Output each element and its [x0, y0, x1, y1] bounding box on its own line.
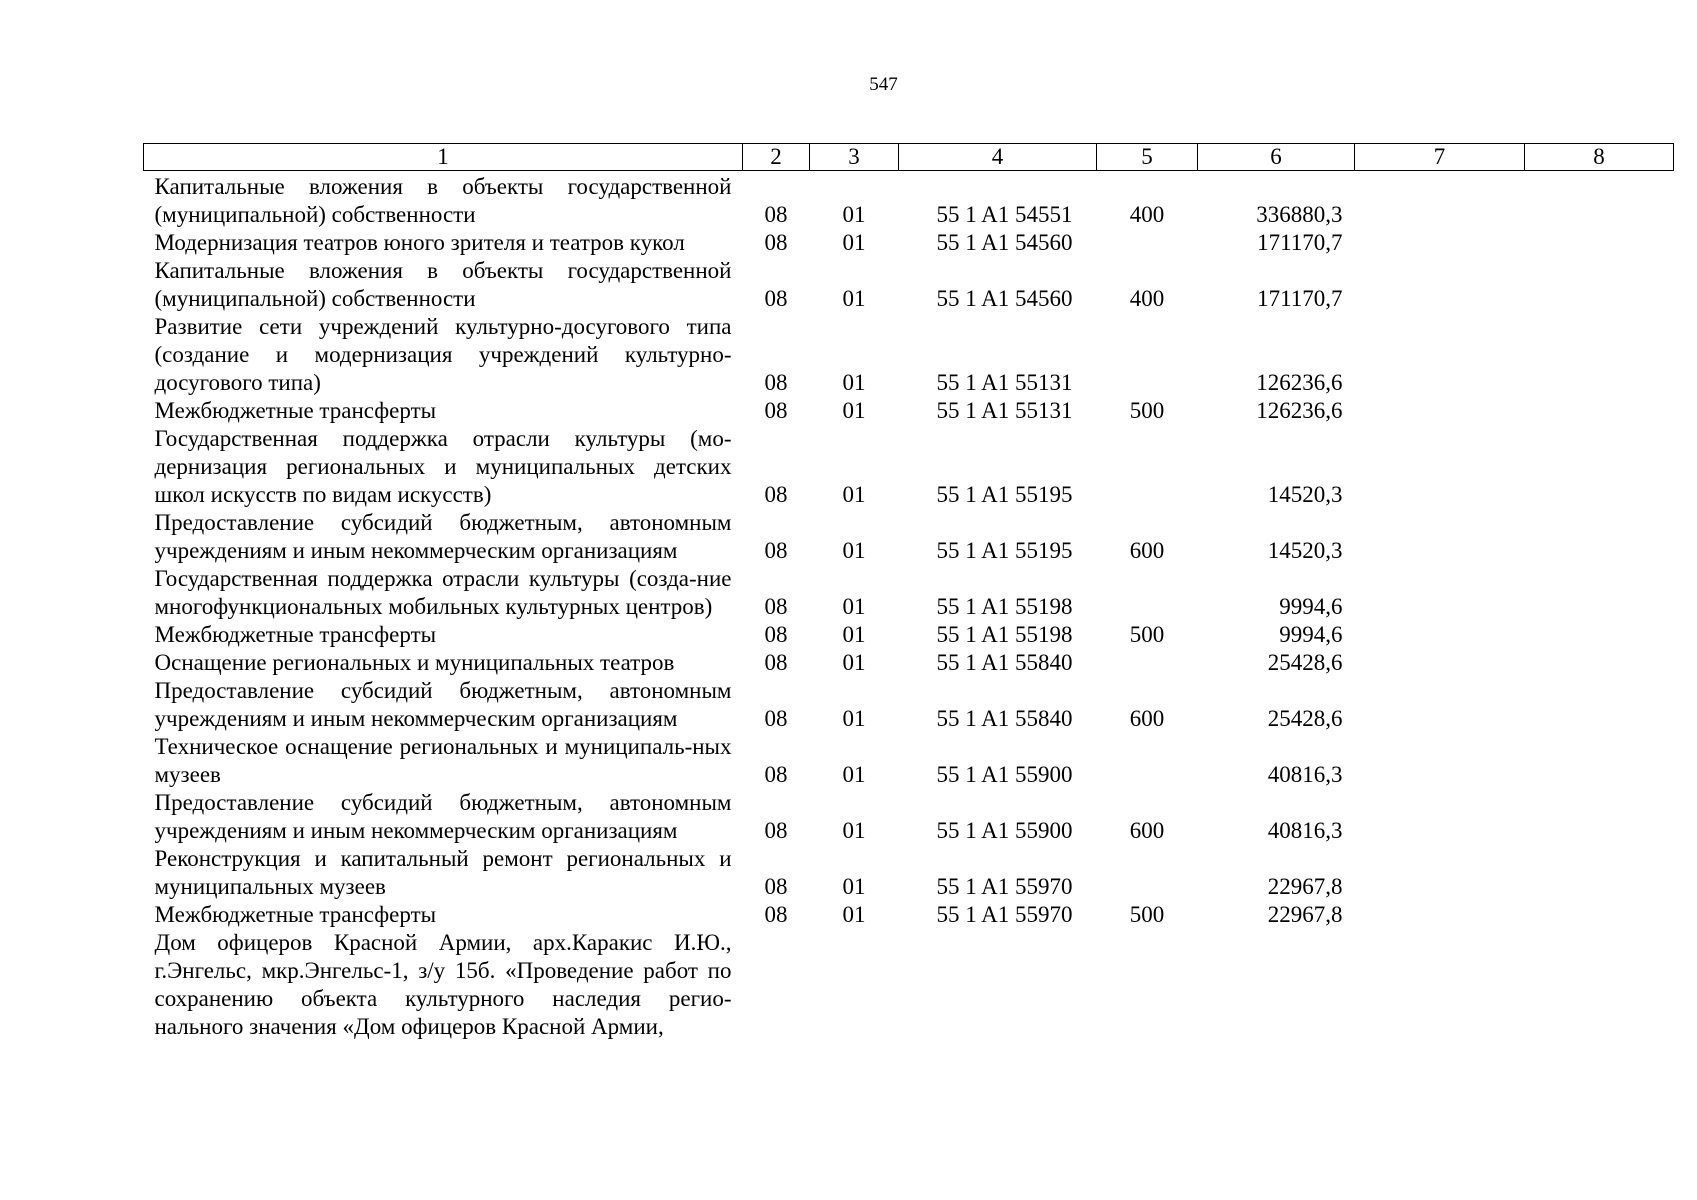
row-expense-type: 500	[1129, 902, 1165, 927]
row-section: 08	[764, 818, 788, 843]
row-col-7	[1355, 929, 1525, 1041]
row-col-7	[1355, 397, 1525, 425]
row-col-8	[1525, 425, 1674, 509]
row-col-7	[1355, 425, 1525, 509]
row-expense-type	[1097, 229, 1198, 257]
row-col-7	[1355, 649, 1525, 677]
row-col-8	[1525, 649, 1674, 677]
row-section: 08	[764, 230, 788, 255]
row-section: 08	[764, 874, 788, 899]
row-amount: 14520,3	[1267, 482, 1343, 507]
row-subsection: 01	[842, 706, 866, 731]
row-subsection: 01	[842, 230, 866, 255]
row-subsection: 01	[842, 370, 866, 395]
header-col-6: 6	[1198, 144, 1355, 171]
header-col-3: 3	[810, 144, 899, 171]
row-expense-type	[1097, 929, 1198, 1041]
header-col-7: 7	[1355, 144, 1525, 171]
table-row	[144, 313, 1674, 397]
row-name: Капитальные вложения в объекты государственной (муниципальной) собственности	[154, 174, 732, 227]
row-name: Предоставление субсидий бюджетным, автономным учреждениям и иным некоммерческим организациям	[154, 790, 732, 843]
row-col-7	[1355, 257, 1525, 313]
row-name: Реконструкция и капитальный ремонт региональных и муниципальных музеев	[154, 846, 732, 899]
table-header	[144, 144, 1674, 171]
row-amount	[1198, 929, 1355, 1041]
row-col-8	[1525, 509, 1674, 565]
row-name: Дом офицеров Красной Армии, арх.Каракис И.Ю., г.Энгельс, мкр.Энгельс-1, з/у 15б. «Проведение работ по сохранению объекта культурного наследия регио-нального значения «Дом офицеров Красной Армии,	[154, 930, 732, 1039]
table-row	[144, 677, 1674, 733]
row-section: 08	[764, 398, 788, 423]
row-subsection: 01	[842, 398, 866, 423]
row-section: 08	[764, 538, 788, 563]
row-col-7	[1355, 845, 1525, 901]
row-target-code: 55 1 A1 55198	[936, 622, 1073, 647]
row-amount: 14520,3	[1267, 538, 1343, 563]
header-col-1: 1	[144, 144, 743, 171]
row-section: 08	[764, 650, 788, 675]
header-col-5: 5	[1097, 144, 1198, 171]
row-col-8	[1525, 789, 1674, 845]
row-target-code: 55 1 A1 55198	[936, 594, 1073, 619]
row-subsection: 01	[842, 902, 866, 927]
row-name: Модернизация театров юного зрителя и театров кукол	[154, 230, 685, 255]
row-section: 08	[764, 482, 788, 507]
row-col-7	[1355, 677, 1525, 733]
table-row	[144, 621, 1674, 649]
row-col-8	[1525, 313, 1674, 397]
row-target-code: 55 1 A1 55195	[936, 538, 1073, 563]
row-section: 08	[764, 622, 788, 647]
row-subsection: 01	[842, 538, 866, 563]
row-target-code: 55 1 A1 55900	[936, 818, 1073, 843]
row-col-8	[1525, 845, 1674, 901]
row-target-code: 55 1 A1 55970	[936, 902, 1073, 927]
row-name: Межбюджетные трансферты	[154, 398, 437, 423]
row-subsection: 01	[842, 762, 866, 787]
row-amount: 9994,6	[1279, 622, 1343, 647]
row-col-7	[1355, 313, 1525, 397]
row-col-7	[1355, 229, 1525, 257]
row-target-code: 55 1 A1 55131	[936, 370, 1073, 395]
table-row	[144, 565, 1674, 621]
row-amount: 25428,6	[1267, 706, 1343, 731]
row-expense-type	[1097, 565, 1198, 621]
row-section: 08	[764, 902, 788, 927]
row-expense-type: 500	[1129, 398, 1165, 423]
table-row	[144, 397, 1674, 425]
row-target-code: 55 1 A1 55131	[936, 398, 1073, 423]
row-target-code: 55 1 A1 54560	[936, 230, 1073, 255]
row-subsection: 01	[842, 202, 866, 227]
row-subsection: 01	[842, 286, 866, 311]
table-row	[144, 733, 1674, 789]
row-subsection: 01	[842, 650, 866, 675]
row-expense-type	[1097, 425, 1198, 509]
row-name: Межбюджетные трансферты	[154, 622, 437, 647]
row-target-code: 55 1 A1 54560	[936, 286, 1073, 311]
row-subsection	[810, 929, 899, 1041]
row-amount: 40816,3	[1267, 762, 1343, 787]
table-row	[144, 901, 1674, 929]
row-amount: 171170,7	[1257, 230, 1343, 255]
row-amount: 9994,6	[1279, 594, 1343, 619]
row-col-7	[1355, 565, 1525, 621]
row-col-8	[1525, 929, 1674, 1041]
page-number: 547	[869, 74, 898, 95]
row-col-8	[1525, 677, 1674, 733]
table-row	[144, 789, 1674, 845]
row-amount: 40816,3	[1267, 818, 1343, 843]
row-name: Межбюджетные трансферты	[154, 902, 437, 927]
table-row	[144, 845, 1674, 901]
row-amount: 22967,8	[1267, 874, 1343, 899]
table-row	[144, 257, 1674, 313]
row-target-code: 55 1 A1 54551	[936, 202, 1073, 227]
table-row	[144, 649, 1674, 677]
row-target-code: 55 1 A1 55900	[936, 762, 1073, 787]
row-col-8	[1525, 397, 1674, 425]
row-expense-type	[1097, 313, 1198, 397]
row-col-8	[1525, 901, 1674, 929]
row-expense-type: 400	[1129, 286, 1165, 311]
header-col-8: 8	[1525, 144, 1674, 171]
row-name: Государственная поддержка отрасли культуры (мо-дернизация региональных и муниципальных детских школ искусств по видам искусств)	[154, 426, 732, 507]
row-col-8	[1525, 229, 1674, 257]
row-subsection: 01	[842, 818, 866, 843]
row-target-code	[899, 929, 1097, 1041]
row-expense-type: 600	[1129, 706, 1165, 731]
row-col-8	[1525, 621, 1674, 649]
row-amount: 126236,6	[1256, 370, 1343, 395]
row-amount: 336880,3	[1256, 202, 1343, 227]
row-target-code: 55 1 A1 55970	[936, 874, 1073, 899]
row-expense-type	[1097, 649, 1198, 677]
row-expense-type	[1097, 845, 1198, 901]
row-section: 08	[764, 202, 788, 227]
row-section: 08	[764, 762, 788, 787]
header-col-2: 2	[743, 144, 810, 171]
row-section: 08	[764, 286, 788, 311]
row-subsection: 01	[842, 594, 866, 619]
table-row	[144, 929, 1674, 1041]
row-name: Предоставление субсидий бюджетным, автономным учреждениям и иным некоммерческим организациям	[154, 510, 732, 563]
row-col-8	[1525, 257, 1674, 313]
row-col-8	[1525, 565, 1674, 621]
row-target-code: 55 1 A1 55840	[936, 706, 1073, 731]
row-subsection: 01	[842, 874, 866, 899]
row-amount: 25428,6	[1267, 650, 1343, 675]
row-section: 08	[764, 594, 788, 619]
row-name: Государственная поддержка отрасли культуры (созда-ние многофункциональных мобильных культурных центров)	[154, 566, 732, 619]
row-expense-type: 600	[1129, 538, 1165, 563]
table-row	[144, 509, 1674, 565]
row-col-7	[1355, 789, 1525, 845]
row-col-7	[1355, 901, 1525, 929]
row-section: 08	[764, 370, 788, 395]
row-section: 08	[764, 706, 788, 731]
row-name: Предоставление субсидий бюджетным, автономным учреждениям и иным некоммерческим организациям	[154, 678, 732, 731]
row-name: Техническое оснащение региональных и муниципаль-ных музеев	[154, 734, 732, 787]
row-expense-type: 600	[1129, 818, 1165, 843]
table-row	[144, 229, 1674, 257]
row-amount: 171170,7	[1257, 286, 1343, 311]
row-amount: 126236,6	[1256, 398, 1343, 423]
row-col-7	[1355, 171, 1525, 230]
row-name: Развитие сети учреждений культурно-досугового типа (создание и модернизация учреждений культурно-досугового типа)	[154, 314, 732, 395]
row-target-code: 55 1 A1 55195	[936, 482, 1073, 507]
row-expense-type	[1097, 733, 1198, 789]
header-row	[144, 144, 1674, 171]
row-subsection: 01	[842, 482, 866, 507]
budget-table	[143, 143, 1674, 1041]
row-section	[743, 929, 810, 1041]
row-col-8	[1525, 171, 1674, 230]
row-col-7	[1355, 621, 1525, 649]
row-target-code: 55 1 A1 55840	[936, 650, 1073, 675]
header-col-4: 4	[899, 144, 1097, 171]
row-col-8	[1525, 733, 1674, 789]
row-name: Оснащение региональных и муниципальных театров	[154, 650, 675, 675]
row-subsection: 01	[842, 622, 866, 647]
table-row	[144, 171, 1674, 230]
row-expense-type: 400	[1129, 202, 1165, 227]
row-col-7	[1355, 509, 1525, 565]
row-name: Капитальные вложения в объекты государственной (муниципальной) собственности	[154, 258, 732, 311]
row-expense-type: 500	[1129, 622, 1165, 647]
table-body	[144, 171, 1674, 1042]
row-col-7	[1355, 733, 1525, 789]
table-row	[144, 425, 1674, 509]
row-amount: 22967,8	[1267, 902, 1343, 927]
